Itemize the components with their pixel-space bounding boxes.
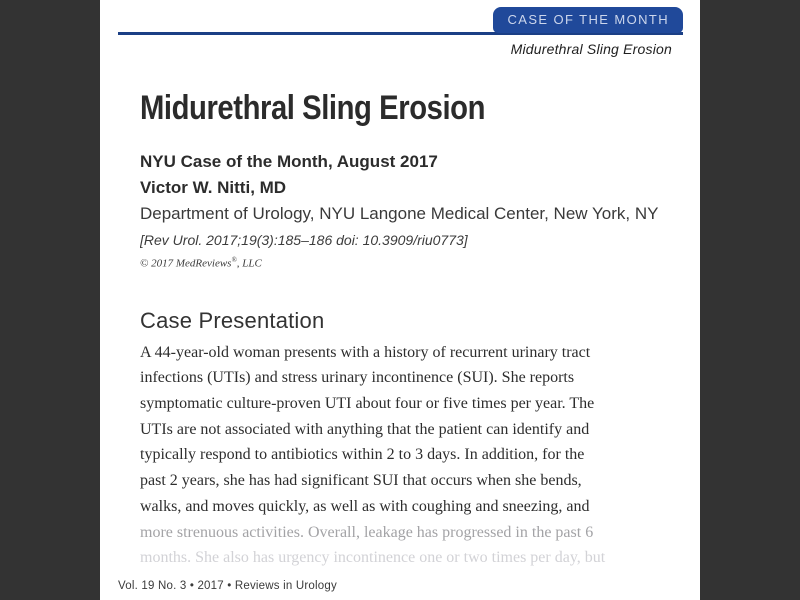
body-line: UTIs are not associated with anything that the patient can identify and	[140, 420, 590, 438]
journal-citation: [Rev Urol. 2017;19(3):185–186 doi: 10.3909/riu0773]	[140, 232, 468, 248]
body-line-faded: more strenuous activities. Overall, leakage has progressed in the past 6	[140, 523, 594, 541]
body-line: walks, and moves quickly, as well as with coughing and sneezing, and	[140, 497, 590, 515]
body-line: past 2 years, she has had significant SUI that occurs when she bends,	[140, 472, 582, 490]
copyright-text: © 2017 MedReviews	[140, 257, 232, 270]
author-affiliation: Department of Urology, NYU Langone Medical Center, New York, NY	[140, 204, 659, 223]
author-name: Victor W. Nitti, MD	[140, 178, 287, 197]
article-title: Midurethral Sling Erosion	[140, 89, 486, 127]
article-page	[100, 0, 700, 600]
case-presentation-paragraph	[140, 340, 660, 571]
case-of-the-month-badge: CASE OF THE MONTH	[493, 7, 683, 33]
body-line: A 44-year-old woman presents with a history of recurrent urinary tract	[140, 343, 591, 361]
series-line: NYU Case of the Month, August 2017	[140, 152, 438, 171]
copyright-line	[140, 254, 660, 271]
registered-trademark-symbol: ®	[231, 256, 237, 264]
article-content	[140, 0, 660, 571]
body-line-faded: months. She also has urgency incontinence one or two times per day, but	[140, 549, 606, 567]
copyright-suffix: , LLC	[236, 257, 262, 270]
body-line: typically respond to antibiotics within 2 to 3 days. In addition, for the	[140, 446, 585, 464]
body-line: symptomatic culture-proven UTI about four or five times per year. The	[140, 395, 595, 413]
journal-footer: Vol. 19 No. 3 • 2017 • Reviews in Urology	[118, 580, 337, 592]
running-title: Midurethral Sling Erosion	[510, 41, 672, 57]
body-line: infections (UTIs) and stress urinary incontinence (SUI). She reports	[140, 369, 575, 387]
section-heading-case-presentation: Case Presentation	[140, 307, 325, 333]
